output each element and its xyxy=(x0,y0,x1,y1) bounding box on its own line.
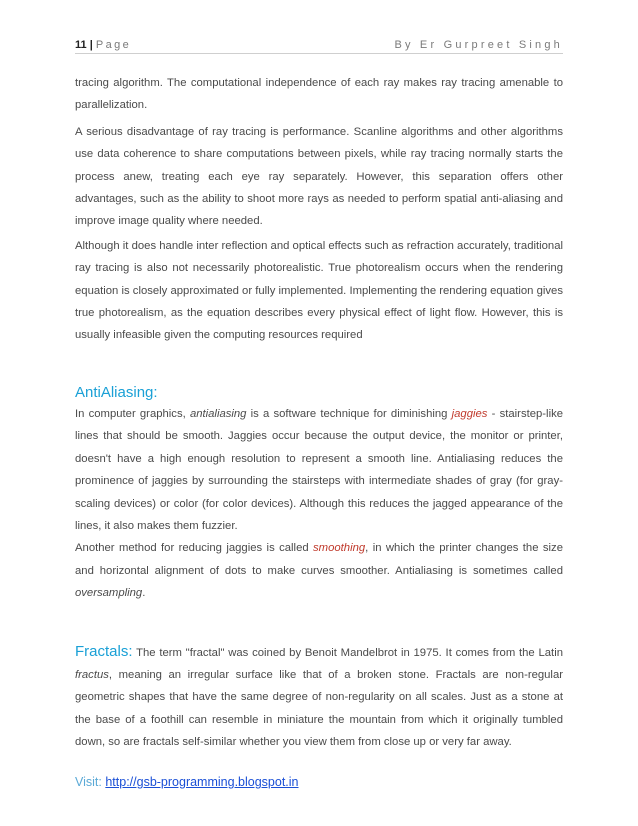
header-separator: | xyxy=(89,39,93,51)
heading-fractals: Fractals: xyxy=(75,642,133,660)
paragraph-smoothing xyxy=(75,537,563,604)
page-footer xyxy=(75,775,563,797)
text-span: - stairstep-like lines that should be smooth. Jaggies occur because the output device, the monitor or printer, doesn't have a high enough resolution to represent a smooth line. Antialiasing reduces the prominence of jaggies by surrounding the stairsteps with intermediate shades of gray (for gray-scaling devices) or color (for color devices). Although this reduces the jagged appearance of the lines, it also makes them fuzzier. xyxy=(75,407,564,532)
paragraph-ray-tracing-parallel: tracing algorithm. The computational independence of each ray makes ray tracing amenable to parallelization. xyxy=(75,77,563,112)
term-jaggies: jaggies xyxy=(451,407,488,420)
page-number-label xyxy=(75,39,131,51)
footer-visit-label: Visit: xyxy=(75,775,106,789)
page-number: 11 xyxy=(75,39,87,51)
term-fractus: fractus xyxy=(75,668,109,681)
page-label: Page xyxy=(95,39,132,51)
paragraph-ray-tracing-performance: A serious disadvantage of ray tracing is performance. Scanline algorithms and other algorithms use data coherence to share computations between pixels, while ray tracing normally starts the process anew, treating each eye ray separately. However, this separation offers other advantages, such as the ability to shoot more rays as needed to perform spatial anti-aliasing and improve image quality where needed. xyxy=(75,125,563,228)
term-antialiasing: antialiasing xyxy=(189,407,247,420)
heading-antialiasing: AntiAliasing: xyxy=(75,383,158,401)
term-oversampling: oversampling xyxy=(75,587,143,600)
paragraph-photorealism: Although it does handle inter reflection and optical effects such as refraction accurately, traditional ray tracing is also not necessarily photorealistic. True photorealism occurs when the rendering equation is closely approximated or fully implemented. Implementing the rendering equation gives true photorealism, as the equation describes every physical effect of light flow. However, this is usually infeasible given the computing resources required xyxy=(75,239,563,342)
text-span: , in which the printer changes the size and horizontal alignment of dots to make curves smoother. Antialiasing is sometimes called xyxy=(75,542,563,577)
author-label: By Er Gurpreet Singh xyxy=(394,39,563,51)
text-span: In computer graphics, xyxy=(75,407,190,420)
text-span: Another method for reducing jaggies is called xyxy=(75,542,314,555)
paragraph-fractals xyxy=(75,641,563,754)
text-span: , meaning an irregular surface like that of a broken stone. Fractals are non-regular geometric shapes that have the same degree of non-regularity on all scales. Just as a stone at the base of a foothill can resemble in miniature the mountain from which it originally tumbled down, so are fractals self-similar whether you view them from close up or very far away. xyxy=(75,668,563,749)
paragraph-antialiasing xyxy=(75,403,563,537)
page-content xyxy=(75,72,563,754)
text-span: The term "fractal" was coined by Benoit Mandelbrot in 1975. It comes from the Latin xyxy=(132,646,563,659)
term-smoothing: smoothing xyxy=(313,542,366,555)
page-header xyxy=(75,37,563,54)
text-span: . xyxy=(142,587,146,600)
text-span: is a software technique for diminishing xyxy=(246,407,452,420)
blog-link[interactable]: http://gsb-programming.blogspot.in xyxy=(105,775,299,789)
